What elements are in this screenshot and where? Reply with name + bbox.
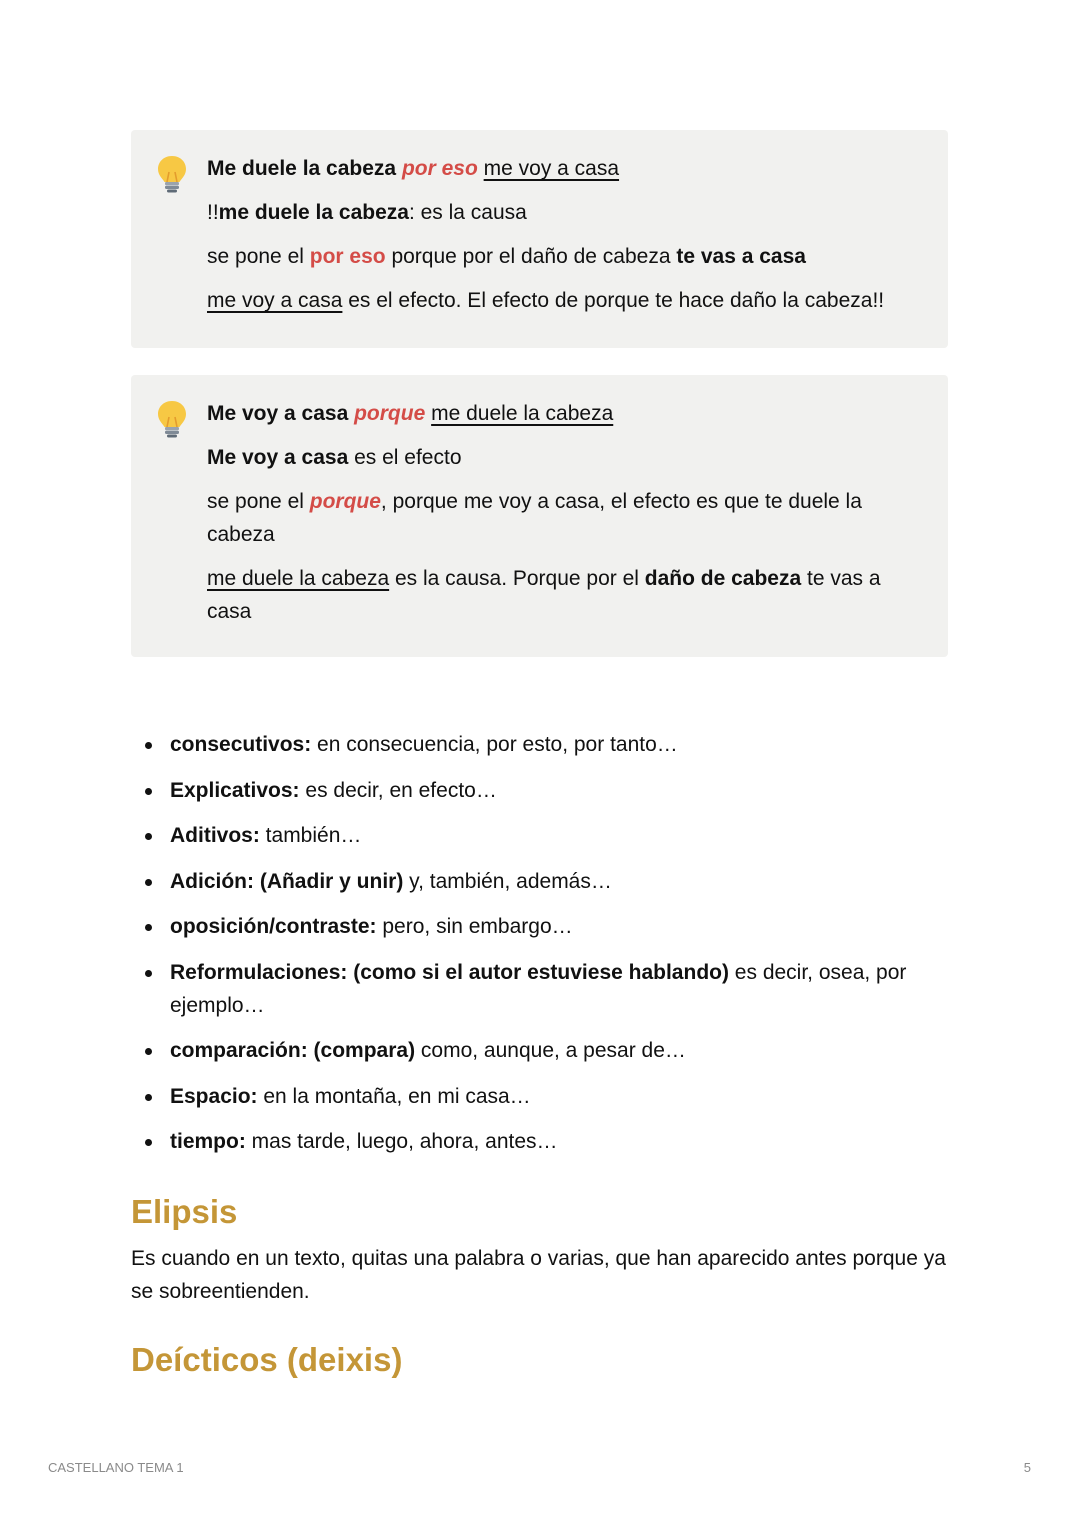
list-item-text: pero, sin embargo… <box>376 915 573 938</box>
list-item-text: como, aunque, a pesar de… <box>415 1039 686 1062</box>
list-item-text: también… <box>259 824 362 847</box>
bullet-icon <box>145 833 152 840</box>
connector-highlight: porque <box>309 490 381 513</box>
list-item <box>131 1125 951 1158</box>
list-item-term: oposición/contraste: <box>170 915 377 938</box>
list-item <box>131 819 951 852</box>
text-fragment: es el efecto <box>348 446 462 469</box>
callout-causa-efecto <box>131 130 948 348</box>
sentence-main: Me voy a casa <box>207 402 349 425</box>
list-item <box>131 728 951 761</box>
callout-line <box>207 152 918 185</box>
list-item <box>131 1034 951 1067</box>
list-item-term: tiempo: <box>170 1130 246 1153</box>
sentence-main: Me duele la cabeza <box>207 157 397 180</box>
list-item <box>131 1080 951 1113</box>
bullet-icon <box>145 788 152 795</box>
bullet-icon <box>145 924 152 931</box>
list-item <box>131 910 951 943</box>
bold-fragment: daño de cabeza <box>644 567 802 590</box>
lightbulb-icon <box>155 399 189 439</box>
connector-list <box>131 728 951 1171</box>
list-item-term: Aditivos: <box>170 824 260 847</box>
bullet-icon <box>145 1094 152 1101</box>
bullet-icon <box>145 742 152 749</box>
callout-line <box>207 562 918 628</box>
callout-line <box>207 284 918 317</box>
callout-line <box>207 196 918 229</box>
list-item-text: y, también, además… <box>403 869 612 893</box>
bold-fragment: me duele la cabeza <box>218 201 409 224</box>
callout-line <box>207 240 918 273</box>
list-item <box>131 956 951 1022</box>
underlined-clause: me voy a casa <box>207 289 343 312</box>
section-heading-deicticos: Deícticos (deixis) <box>131 1341 403 1378</box>
list-item-text: es decir, osea, por ejemplo… <box>170 960 907 1017</box>
list-item <box>131 774 951 807</box>
list-item-text: en consecuencia, por esto, por tanto… <box>311 733 678 756</box>
list-item-term: Espacio: <box>170 1084 258 1108</box>
lightbulb-icon <box>155 154 189 194</box>
list-item-term: comparación: (compara) <box>170 1039 416 1062</box>
text-fragment: se pone el <box>207 245 310 268</box>
list-item-text: es decir, en efecto… <box>299 778 497 802</box>
text-fragment: , porque me voy a casa, el efecto es que te duele la cabeza <box>207 490 862 546</box>
section-heading-elipsis: Elipsis <box>131 1193 238 1230</box>
text-fragment: se pone el <box>207 490 310 513</box>
text-fragment: !! <box>207 201 219 224</box>
text-fragment: porque por el daño de cabeza <box>385 245 677 268</box>
underlined-clause: me duele la cabeza <box>207 567 390 590</box>
bullet-icon <box>145 879 152 886</box>
list-item-text: mas tarde, luego, ahora, antes… <box>245 1130 558 1153</box>
list-item-text: en la montaña, en mi casa… <box>257 1084 531 1108</box>
connector-highlight: porque <box>354 402 426 425</box>
callout-efecto-causa <box>131 375 948 657</box>
connector-highlight: por eso <box>401 157 478 180</box>
list-item <box>131 865 951 898</box>
elipsis-paragraph: Es cuando en un texto, quitas una palabra o varias, que han aparecido antes porque ya se sobreentienden. <box>131 1247 946 1303</box>
list-item-term: Explicativos: <box>170 778 300 802</box>
callout-line <box>207 485 918 551</box>
bold-fragment: te vas a casa <box>676 245 806 268</box>
bullet-icon <box>145 1139 152 1146</box>
bullet-icon <box>145 1048 152 1055</box>
callout-line <box>207 441 918 474</box>
callout-line <box>207 397 918 430</box>
underlined-clause: me duele la cabeza <box>431 402 614 425</box>
text-fragment: es el efecto. El efecto de porque te hace daño la cabeza!! <box>342 289 885 312</box>
footer-page-number: 5 <box>1023 1460 1031 1475</box>
list-item-term: consecutivos: <box>170 733 312 756</box>
text-fragment: es la causa. Porque por el <box>389 567 645 590</box>
text-fragment: : es la causa <box>408 201 527 224</box>
list-item-term: Adición: (Añadir y unir) <box>170 869 404 893</box>
underlined-clause: me voy a casa <box>483 157 620 180</box>
list-item-term: Reformulaciones: (como si el autor estuviese hablando) <box>170 960 729 984</box>
bold-fragment: Me voy a casa <box>207 446 349 469</box>
bullet-icon <box>145 970 152 977</box>
footer-document-title: CASTELLANO TEMA 1 <box>48 1460 184 1475</box>
connector-highlight: por eso <box>309 245 386 268</box>
text-fragment: te vas a casa <box>207 567 881 623</box>
